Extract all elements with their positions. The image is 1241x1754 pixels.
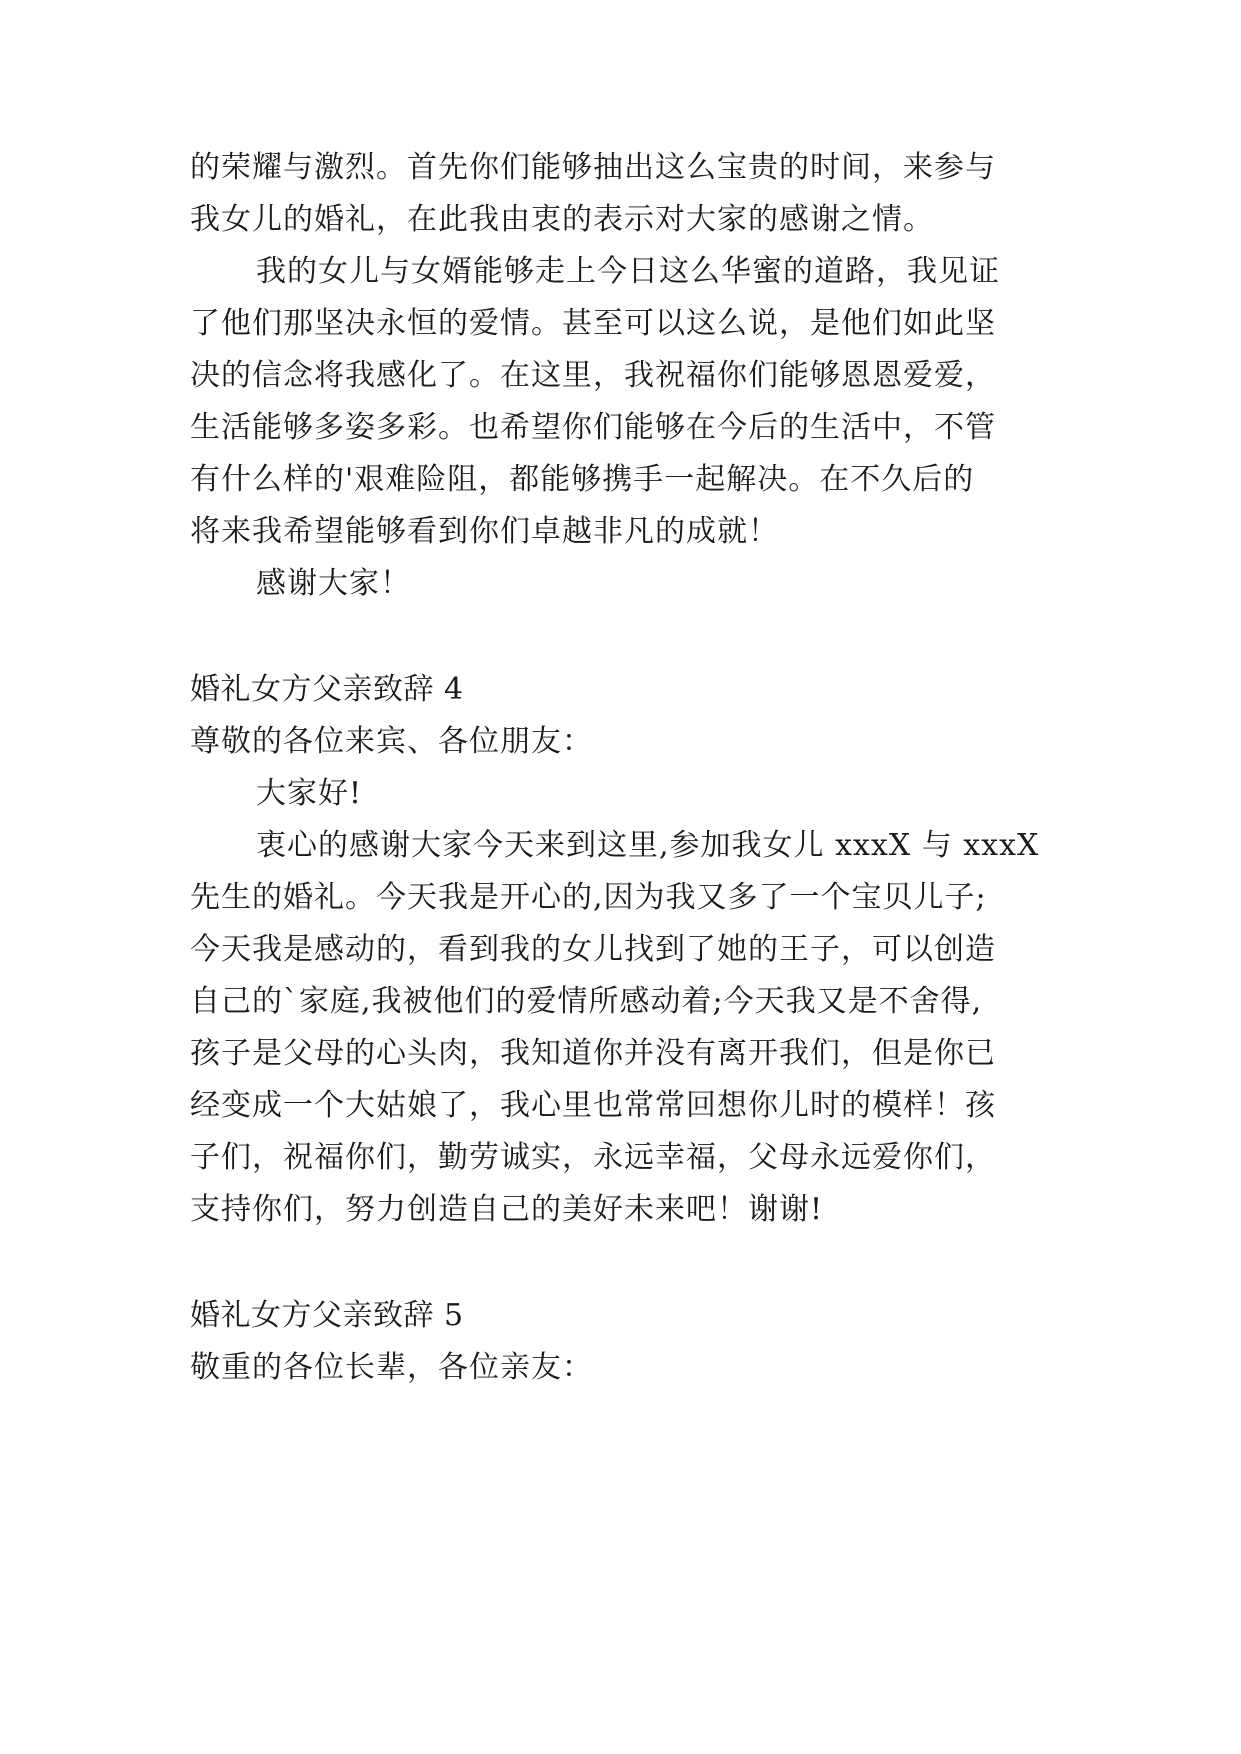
paragraph-line: 子们，祝福你们，勤劳诚实，永远幸福，父母永远爱你们， <box>190 1140 996 1175</box>
salutation-line: 尊敬的各位来宾、各位朋友： <box>190 724 593 759</box>
paragraph-line: 的荣耀与激烈。首先你们能够抽出这么宝贵的时间，来参与 <box>190 150 996 185</box>
salutation-line: 敬重的各位长辈，各位亲友： <box>190 1350 593 1385</box>
paragraph-line: 将来我希望能够看到你们卓越非凡的成就！ <box>190 514 779 549</box>
section-heading: 婚礼女方父亲致辞 5 <box>190 1298 464 1333</box>
paragraph-line: 决的信念将我感化了。在这里，我祝福你们能够恩恩爱爱， <box>190 358 996 393</box>
paragraph-line: 衷心的感谢大家今天来到这里,参加我女儿 xxxX 与 xxxX <box>256 828 1040 863</box>
paragraph-line: 有什么样的'艰难险阻，都能够携手一起解决。在不久后的 <box>190 462 975 497</box>
paragraph-line: 大家好! <box>256 776 363 811</box>
paragraph-line: 经变成一个大姑娘了，我心里也常常回想你儿时的模样！孩 <box>190 1088 996 1123</box>
paragraph-line: 先生的婚礼。今天我是开心的,因为我又多了一个宝贝儿子; <box>190 880 987 915</box>
paragraph-line: 孩子是父母的心头肉，我知道你并没有离开我们，但是你已 <box>190 1036 996 1071</box>
paragraph-line: 自己的`家庭,我被他们的爱情所感动着;今天我又是不舍得, <box>190 984 983 1019</box>
paragraph-line: 感谢大家！ <box>256 566 411 601</box>
paragraph-line: 我的女儿与女婿能够走上今日这么华蜜的道路，我见证 <box>256 254 1000 289</box>
paragraph-line: 生活能够多姿多彩。也希望你们能够在今后的生活中，不管 <box>190 410 996 445</box>
section-heading: 婚礼女方父亲致辞 4 <box>190 672 464 707</box>
paragraph-line: 我女儿的婚礼，在此我由衷的表示对大家的感谢之情。 <box>190 202 934 237</box>
paragraph-line: 了他们那坚决永恒的爱情。甚至可以这么说，是他们如此坚 <box>190 306 996 341</box>
paragraph-line: 今天我是感动的，看到我的女儿找到了她的王子，可以创造 <box>190 932 996 967</box>
paragraph-line: 支持你们，努力创造自己的美好未来吧！谢谢! <box>190 1192 824 1227</box>
